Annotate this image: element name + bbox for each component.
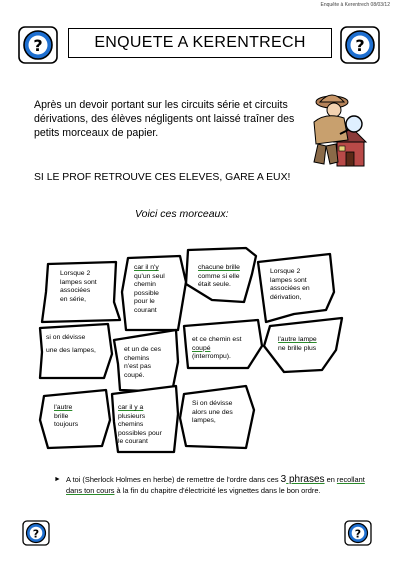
paper-piece: l'autre brille toujours	[54, 404, 79, 429]
intro-paragraph: Après un devoir portant sur les circuits série et circuits dérivations, des élèves négligents ont laissé traîner des petits morceaux de papier.	[34, 99, 295, 139]
instruction-paragraph: A toi (Sherlock Holmes en herbe) de remettre de l'ordre dans ces 3 phrases en recollant dans ton cours à la fin du chapitre d'électricité les vignettes dans le bon ordre.	[66, 474, 365, 495]
paper-piece: Si on dévisse alors une des lampes,	[192, 400, 233, 425]
paper-piece: Lorsque 2 lampes sont associées en dérivation,	[270, 268, 310, 301]
paper-piece: et ce chemin est coupé (interrompu).	[192, 336, 242, 361]
paper-piece: Lorsque 2 lampes sont associées en série,	[60, 270, 97, 303]
svg-text:?: ?	[33, 36, 43, 55]
paper-piece: car il y a plusieurs chemins possibles pour le courant	[118, 404, 162, 446]
paper-piece: si on dévisse une des lampes,	[46, 334, 96, 354]
paper-piece: car il n'y qu'un seul chemin possible pour le courant	[134, 264, 165, 314]
svg-text:?: ?	[32, 527, 40, 541]
pieces-heading: Voici ces morceaux:	[135, 208, 229, 220]
question-mark-icon	[344, 520, 372, 546]
paper-piece: et un de ces chemins n'est pas coupé.	[124, 346, 162, 379]
paper-piece: chacune brille comme si elle était seule.	[198, 264, 240, 289]
paper-piece: l'autre lampe ne brille plus	[278, 336, 317, 352]
warning-text: SI LE PROF RETROUVE CES ELEVES, GARE A EUX!	[34, 172, 291, 183]
header-note: Enquête à Kerentrech 08/03/12	[320, 2, 390, 8]
question-mark-icon	[22, 520, 50, 546]
svg-text:?: ?	[355, 36, 365, 55]
bullet-arrow-icon: ►	[54, 476, 61, 483]
page-title: ENQUETE A KERENTRECH	[68, 28, 332, 58]
svg-text:?: ?	[354, 527, 362, 541]
